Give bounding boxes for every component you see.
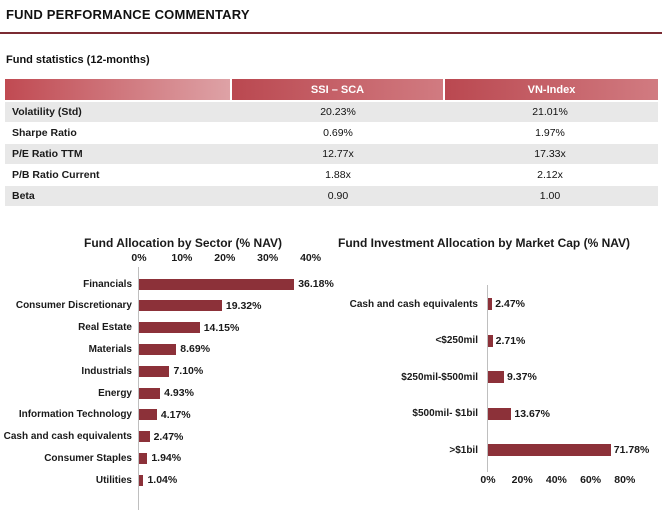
title-divider: [0, 32, 662, 34]
data-label: 1.94%: [151, 452, 182, 465]
table-row: [5, 144, 658, 164]
bar: [139, 475, 143, 486]
row-value-ssi: 0.69%: [323, 127, 353, 139]
row-value-vnindex: 1.97%: [535, 127, 565, 139]
bar: [139, 453, 147, 464]
bar: [488, 408, 511, 420]
data-label: 2.47%: [153, 430, 184, 443]
category-label: $250mil-$500mil: [401, 371, 478, 383]
table-row: [5, 102, 658, 122]
row-value-ssi: 20.23%: [320, 106, 356, 118]
category-label: Materials: [88, 343, 132, 355]
row-label: Sharpe Ratio: [12, 127, 77, 139]
category-label: Industrials: [81, 365, 132, 377]
row-value-vnindex: 2.12x: [537, 169, 563, 181]
table-row: [5, 186, 658, 206]
table-row: [5, 123, 658, 143]
row-value-ssi: 0.90: [327, 190, 349, 202]
fund-statistics-table: [5, 79, 658, 207]
category-label: Real Estate: [78, 322, 132, 334]
data-label: 1.04%: [147, 474, 178, 487]
chart-title: Fund Investment Allocation by Market Cap (% NAV): [337, 236, 631, 250]
axis-tick-label: 60%: [580, 474, 602, 486]
data-label: 71.78%: [613, 444, 650, 456]
table-header-row: [5, 79, 658, 100]
data-label: 7.10%: [173, 365, 204, 378]
category-label: Financials: [83, 278, 132, 290]
row-value-vnindex: 1.00: [539, 190, 561, 202]
bar: [139, 344, 176, 355]
row-value-ssi: 1.88x: [325, 169, 351, 181]
data-label: 14.15%: [203, 321, 240, 334]
bar: [139, 322, 200, 333]
category-label: Information Technology: [18, 409, 132, 421]
category-label: Energy: [98, 387, 132, 399]
bar: [488, 444, 611, 456]
row-value-vnindex: 21.01%: [532, 106, 568, 118]
row-label: P/E Ratio TTM: [12, 148, 83, 160]
axis-tick-label: 20%: [511, 474, 533, 486]
axis-tick-label: 40%: [300, 252, 322, 264]
axis-tick-label: 30%: [257, 252, 279, 264]
category-label: <$250mil: [435, 335, 478, 346]
axis-tick-label: 40%: [545, 474, 567, 486]
data-label: 2.47%: [495, 298, 525, 310]
data-label: 8.69%: [180, 343, 211, 356]
bar: [488, 371, 504, 383]
axis-tick-label: 0%: [480, 474, 496, 486]
data-label: 2.71%: [495, 334, 526, 347]
category-label: Consumer Discretionary: [15, 300, 132, 312]
bar: [139, 409, 157, 420]
axis-tick-label: 80%: [614, 474, 636, 486]
category-label: >$1bil: [449, 444, 478, 456]
row-value-ssi: 12.77x: [322, 148, 354, 160]
axis-tick-label: 10%: [171, 252, 193, 264]
bar: [139, 366, 169, 377]
table-header-vn-index: VN-Index: [445, 79, 658, 100]
table-row: [5, 165, 658, 185]
table-header-blank: [5, 79, 230, 100]
data-label: 36.18%: [298, 278, 334, 290]
bar: [139, 279, 294, 290]
page-title: FUND PERFORMANCE COMMENTARY: [6, 7, 250, 22]
data-label: 13.67%: [514, 407, 550, 420]
bar: [139, 431, 150, 442]
data-label: 19.32%: [225, 299, 262, 312]
category-label: Cash and cash equivalents: [3, 431, 132, 443]
row-value-vnindex: 17.33x: [534, 148, 566, 160]
data-label: 4.17%: [160, 408, 191, 421]
axis-tick-label: 0%: [131, 252, 147, 264]
data-label: 4.93%: [164, 387, 194, 399]
sector-allocation-chart: [0, 228, 346, 522]
bar: [139, 388, 160, 399]
chart-title: Fund Allocation by Sector (% NAV): [83, 236, 282, 250]
category-label: Cash and cash equivalents: [349, 298, 478, 310]
row-label: Volatility (Std): [12, 106, 82, 118]
category-label: Utilities: [95, 474, 132, 486]
data-label: 9.37%: [507, 371, 537, 383]
category-label: Consumer Staples: [44, 452, 132, 464]
bar: [488, 335, 493, 347]
market-cap-allocation-chart: [337, 228, 662, 522]
bar: [139, 300, 222, 311]
table-header-ssi-sca: SSI – SCA: [232, 79, 443, 100]
bar: [488, 298, 492, 310]
axis-tick-label: 20%: [214, 252, 236, 264]
row-label: Beta: [12, 190, 35, 202]
category-label: $500mil- $1bil: [412, 408, 478, 419]
row-label: P/B Ratio Current: [12, 169, 100, 181]
stats-section-heading: Fund statistics (12-months): [6, 54, 150, 66]
